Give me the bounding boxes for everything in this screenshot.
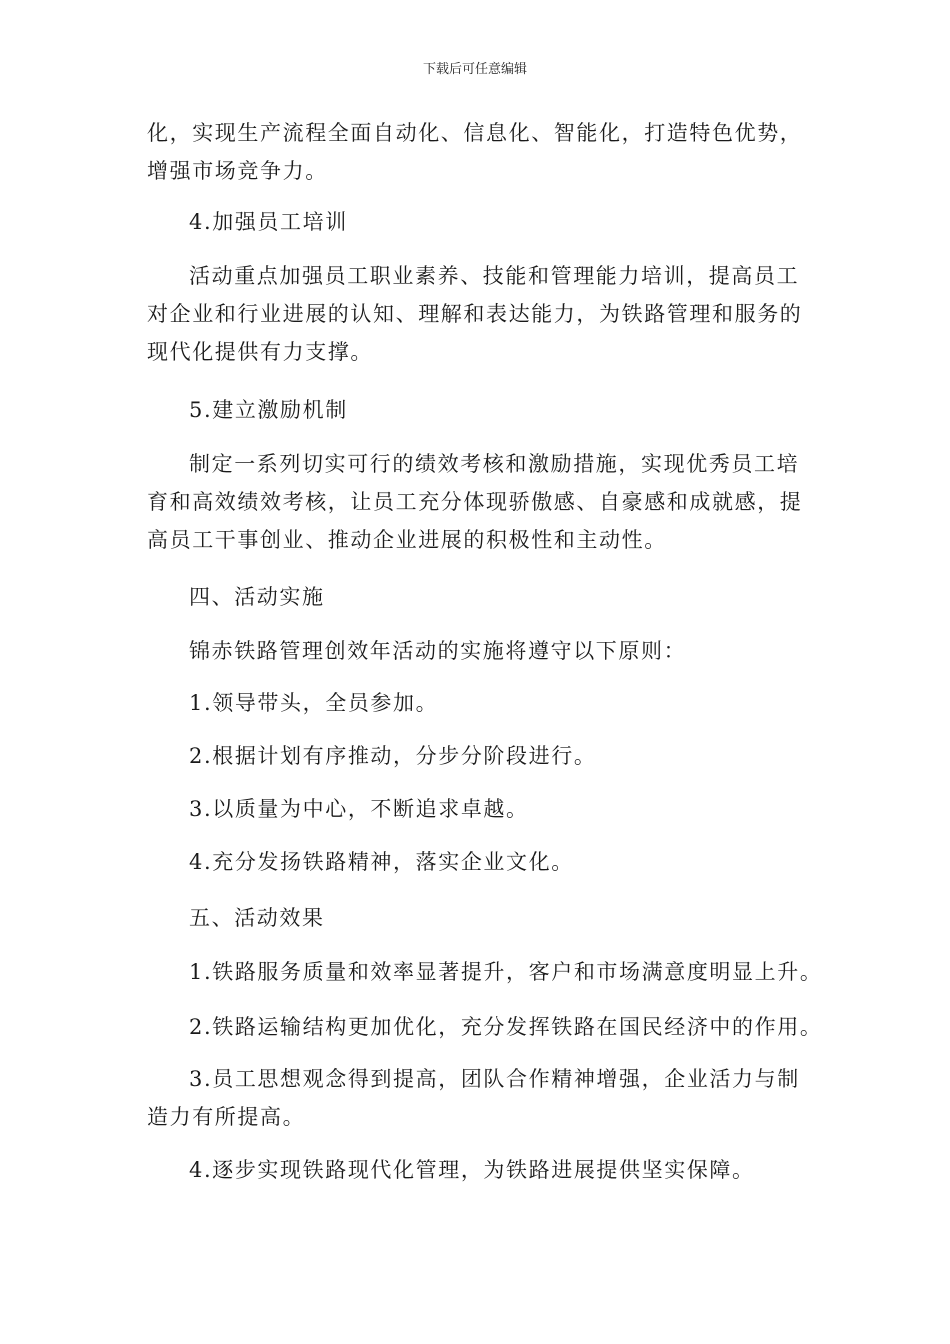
paragraph-line: 高员工干事创业、推动企业进展的积极性和主动性。	[147, 528, 667, 552]
list-item-principle: 3.以质量为中心，不断追求卓越。	[189, 797, 529, 821]
section-heading-effects: 五、活动效果	[189, 906, 325, 930]
list-item-principle: 2.根据计划有序推动，分步分阶段进行。	[189, 744, 597, 768]
heading-staff-training: 4.加强员工培训	[189, 210, 348, 234]
paragraph-line: 活动重点加强员工职业素养、技能和管理能力培训，提高员工	[189, 264, 800, 288]
paragraph-line: 制定一系列切实可行的绩效考核和激励措施，实现优秀员工培	[189, 452, 800, 476]
paragraph-line: 增强市场竞争力。	[147, 159, 328, 183]
heading-incentive-mechanism: 5.建立激励机制	[189, 398, 348, 422]
section-heading-implementation: 四、活动实施	[189, 585, 325, 609]
paragraph-incentive	[147, 445, 807, 559]
paragraph-line: 对企业和行业进展的认知、理解和表达能力，为铁路管理和服务的	[147, 302, 803, 326]
list-item-effect	[147, 1060, 807, 1136]
paragraph-line: 3.员工思想观念得到提高，团队合作精神增强，企业活力与制	[189, 1067, 800, 1091]
paragraph-training	[147, 257, 807, 371]
paragraph-line: 现代化提供有力支撑。	[147, 340, 373, 364]
list-item-effect: 4.逐步实现铁路现代化管理，为铁路进展提供坚实保障。	[189, 1158, 755, 1182]
list-item-principle: 1.领导带头，全员参加。	[189, 691, 439, 715]
paragraph-line: 化，实现生产流程全面自动化、信息化、智能化，打造特色优势，	[147, 121, 803, 145]
header-note: 下载后可任意编辑	[422, 62, 527, 77]
paragraph-line: 育和高效绩效考核，让员工充分体现骄傲感、自豪感和成就感，提	[147, 490, 803, 514]
list-item-effect: 1.铁路服务质量和效率显著提升，客户和市场满意度明显上升。	[189, 960, 823, 984]
paragraph-line: 造力有所提高。	[147, 1105, 306, 1129]
paragraph-principles-intro: 锦赤铁路管理创效年活动的实施将遵守以下原则：	[189, 639, 687, 663]
list-item-effect: 2.铁路运输结构更加优化，充分发挥铁路在国民经济中的作用。	[189, 1015, 823, 1039]
paragraph-automation	[147, 114, 807, 190]
list-item-principle: 4.充分发扬铁路精神，落实企业文化。	[189, 850, 574, 874]
